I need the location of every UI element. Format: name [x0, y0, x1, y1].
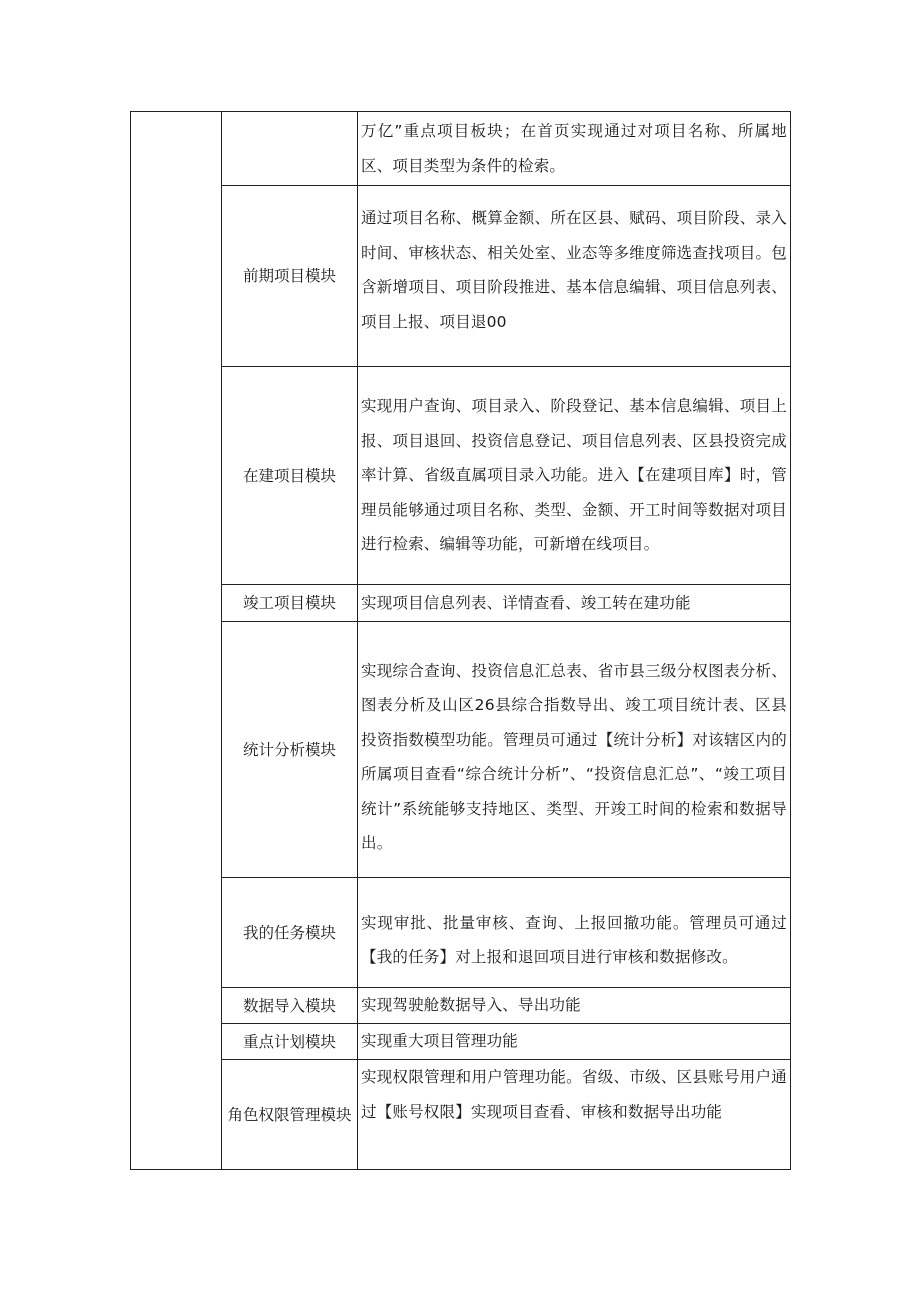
table-row — [131, 622, 791, 878]
module-desc-cell: 通过项目名称、概算金额、所在区县、赋码、项目阶段、录入时间、审核状态、相关处室、业态等多维度筛选查找项目。包含新增项目、项目阶段推进、基本信息编辑、项目信息列表、项目上报、项目退00 — [358, 186, 791, 367]
module-name-cell: 重点计划模块 — [222, 1024, 358, 1060]
module-name-cell — [222, 112, 358, 186]
module-desc-cell: 实现权限管理和用户管理功能。省级、市级、区县账号用户通过【账号权限】实现项目查看、审核和数据导出功能 — [358, 1060, 791, 1170]
table-row — [131, 1060, 791, 1170]
module-desc-cell: 实现用户查询、项目录入、阶段登记、基本信息编辑、项目上报、项目退回、投资信息登记、项目信息列表、区县投资完成率计算、省级直属项目录入功能。进入【在建项目库】时，管理员能够通过项目名称、类型、金额、开工时间等数据对项目进行检索、编辑等功能，可新增在线项目。 — [358, 367, 791, 585]
category-cell — [131, 112, 222, 1170]
module-desc-cell: 万亿”重点项目板块；在首页实现通过对项目名称、所属地区、项目类型为条件的检索。 — [358, 112, 791, 186]
module-desc-cell: 实现重大项目管理功能 — [358, 1024, 791, 1060]
module-name-cell: 在建项目模块 — [222, 367, 358, 585]
table-row — [131, 112, 791, 186]
module-name-cell: 统计分析模块 — [222, 622, 358, 878]
table-row — [131, 988, 791, 1024]
module-table — [130, 111, 791, 1170]
module-desc-cell: 实现驾驶舱数据导入、导出功能 — [358, 988, 791, 1024]
table-row — [131, 878, 791, 988]
module-name-cell: 前期项目模块 — [222, 186, 358, 367]
module-desc-cell: 实现审批、批量审核、查询、上报回撤功能。管理员可通过【我的任务】对上报和退回项目进行审核和数据修改。 — [358, 878, 791, 988]
module-desc-cell: 实现综合查询、投资信息汇总表、省市县三级分权图表分析、图表分析及山区26县综合指数导出、竣工项目统计表、区县投资指数模型功能。管理员可通过【统计分析】对该辖区内的所属项目查看“综合统计分析”、“投资信息汇总”、“竣工项目统计”系统能够支持地区、类型、开竣工时间的检索和数据导出。 — [358, 622, 791, 878]
module-desc-cell: 实现项目信息列表、详情查看、竣工转在建功能 — [358, 585, 791, 622]
table-row — [131, 367, 791, 585]
table-row — [131, 186, 791, 367]
module-name-cell: 竣工项目模块 — [222, 585, 358, 622]
table-row — [131, 1024, 791, 1060]
module-name-cell: 数据导入模块 — [222, 988, 358, 1024]
module-name-cell: 我的任务模块 — [222, 878, 358, 988]
table-row — [131, 585, 791, 622]
module-name-cell: 角色权限管理模块 — [222, 1060, 358, 1170]
